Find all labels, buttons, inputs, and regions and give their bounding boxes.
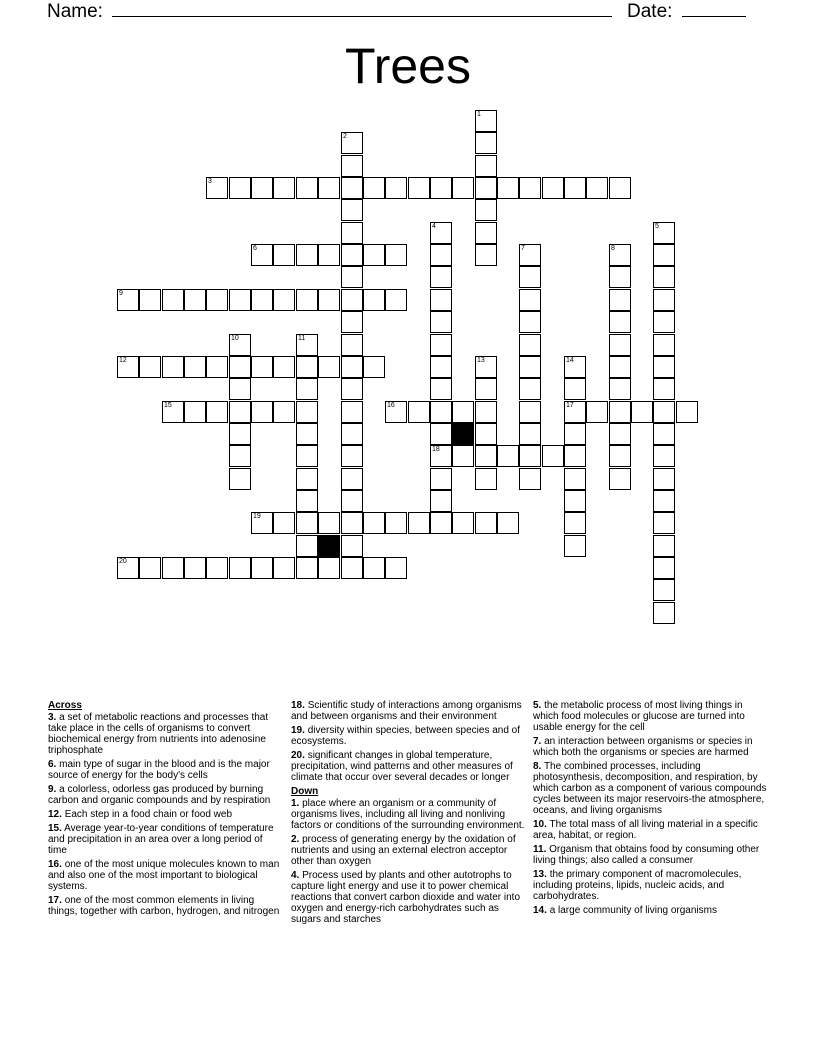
grid-cell[interactable] [341,132,363,154]
grid-cell[interactable] [519,289,541,311]
down-clue-1: 1. place where an organism or a community of organisms lives, including all living and nonliving factors or conditions of the surrounding environment. [291,798,525,831]
grid-cell[interactable] [564,356,586,378]
grid-cell[interactable] [363,177,385,199]
down-clue-4: 4. Process used by plants and other autotrophs to capture light energy and use it to power chemical reactions that convert carbon dioxide and water into oxygen and energy-rich carbohydrates such as sugars and starches [291,870,521,925]
grid-cell[interactable] [408,512,430,534]
grid-cell[interactable] [475,244,497,266]
grid-cell[interactable] [430,490,452,512]
across-clue-9: 9. a colorless, odorless gas produced by burning carbon and organic compounds and by respiration [48,784,271,806]
down-clue-14: 14. a large community of living organisms [533,905,717,916]
clue-number: 5 [655,223,659,230]
grid-cell[interactable] [341,401,363,423]
grid-cell[interactable] [430,177,452,199]
grid-cell[interactable] [609,177,631,199]
page-title: Trees [345,38,471,94]
grid-cell[interactable] [318,557,340,579]
grid-cell[interactable] [385,244,407,266]
clue-number: 15 [164,402,172,409]
grid-cell[interactable] [251,356,273,378]
clue-number: 16 [387,402,395,409]
grid-cell[interactable] [117,356,139,378]
clue-number: 13 [477,357,485,364]
grid-cell[interactable] [564,378,586,400]
grid-cell[interactable] [609,378,631,400]
grid-cell[interactable] [206,401,228,423]
grid-cell[interactable] [341,222,363,244]
grid-cell[interactable] [676,401,698,423]
grid-cell[interactable] [653,579,675,601]
grid-cell[interactable] [519,378,541,400]
grid-cell[interactable] [296,490,318,512]
clue-number: 18 [432,446,440,453]
grid-cell[interactable] [564,490,586,512]
grid-cell[interactable] [296,378,318,400]
grid-cell[interactable] [519,423,541,445]
across-clue-6: 6. main type of sugar in the blood and is the major source of energy for the body's cells [48,759,270,781]
grid-cell[interactable] [162,557,184,579]
clue-number: 12 [119,357,127,364]
grid-cell[interactable] [430,334,452,356]
grid-cell[interactable] [475,445,497,467]
grid-cell[interactable] [341,445,363,467]
grid-cell[interactable] [653,244,675,266]
across-clue-20: 20. significant changes in global temperature, precipitation, wind patterns and other measures of climate that occur over several decades or longer [291,750,513,783]
clue-number: 11 [298,335,306,342]
grid-cell[interactable] [341,199,363,221]
grid-cell[interactable] [296,334,318,356]
down-clue-5: 5. the metabolic process of most living things in which food molecules or glucose are turned into usable energy for the cell [533,700,745,733]
grid-cell[interactable] [229,445,251,467]
clue-column-2 [291,700,527,928]
grid-cell[interactable] [162,289,184,311]
grid-cell[interactable] [296,244,318,266]
grid-cell[interactable] [251,401,273,423]
grid-cell[interactable] [251,289,273,311]
grid-cell[interactable] [229,423,251,445]
grid-cell[interactable] [363,512,385,534]
grid-cell[interactable] [341,244,363,266]
grid-cell[interactable] [497,512,519,534]
grid-cell[interactable] [117,557,139,579]
grid-cell[interactable] [653,311,675,333]
grid-cell[interactable] [229,177,251,199]
grid-cell[interactable] [519,356,541,378]
grid-cell[interactable] [430,445,452,467]
grid-cell[interactable] [162,401,184,423]
down-clue-8: 8. The combined processes, including photosynthesis, decomposition, and respiration, by which carbon as a component of various compounds cycles between its major reservoirs-the atmosphere, oceans, and living organisms [533,761,767,816]
grid-cell[interactable] [519,177,541,199]
grid-cell[interactable] [229,289,251,311]
grid-cell[interactable] [475,110,497,132]
grid-cell[interactable] [653,535,675,557]
grid-cell[interactable] [519,468,541,490]
grid-cell[interactable] [609,244,631,266]
clue-number: 7 [521,245,525,252]
grid-cell[interactable] [430,244,452,266]
grid-cell[interactable] [341,468,363,490]
grid-cell[interactable] [653,512,675,534]
grid-cell[interactable] [117,289,139,311]
grid-cell[interactable] [363,244,385,266]
grid-cell[interactable] [273,177,295,199]
grid-cell[interactable] [475,423,497,445]
grid-cell[interactable] [653,490,675,512]
grid-cell[interactable] [341,378,363,400]
grid-cell[interactable] [452,445,474,467]
grid-cell[interactable] [296,177,318,199]
grid-cell[interactable] [475,177,497,199]
grid-cell[interactable] [341,512,363,534]
grid-cell[interactable] [296,512,318,534]
grid-cell[interactable] [497,445,519,467]
grid-cell[interactable] [296,401,318,423]
grid-cell[interactable] [206,557,228,579]
grid-cell[interactable] [273,289,295,311]
black-cell [452,423,474,445]
grid-cell[interactable] [251,557,273,579]
across-clue-12: 12. Each step in a food chain or food web [48,809,233,820]
black-cell [318,535,340,557]
grid-cell[interactable] [475,222,497,244]
grid-cell[interactable] [430,468,452,490]
grid-cell[interactable] [653,356,675,378]
grid-cell[interactable] [564,177,586,199]
grid-cell[interactable] [564,535,586,557]
grid-cell[interactable] [542,177,564,199]
down-clue-13: 13. the primary component of macromolecules, including proteins, lipids, nucleic acids, and carbohydrates. [533,869,742,902]
grid-cell[interactable] [363,356,385,378]
grid-cell[interactable] [564,401,586,423]
down-clue-10: 10. The total mass of all living material in a specific area, habitat, or region. [533,819,758,841]
grid-cell[interactable] [497,177,519,199]
grid-cell[interactable] [653,423,675,445]
date-blank[interactable] [682,0,746,17]
grid-cell[interactable] [363,557,385,579]
grid-cell[interactable] [341,557,363,579]
grid-cell[interactable] [653,557,675,579]
grid-cell[interactable] [609,266,631,288]
grid-cell[interactable] [564,512,586,534]
grid-cell[interactable] [296,557,318,579]
grid-cell[interactable] [609,468,631,490]
grid-cell[interactable] [475,512,497,534]
clue-column-1 [48,700,280,920]
grid-cell[interactable] [318,512,340,534]
grid-cell[interactable] [296,535,318,557]
grid-cell[interactable] [653,266,675,288]
grid-cell[interactable] [273,244,295,266]
grid-cell[interactable] [296,356,318,378]
grid-cell[interactable] [430,289,452,311]
grid-cell[interactable] [318,244,340,266]
grid-cell[interactable] [162,356,184,378]
clue-number: 1 [477,111,481,118]
name-row [47,0,612,23]
grid-cell[interactable] [139,289,161,311]
across-clue-3: 3. a set of metabolic reactions and processes that take place in the cells of organisms to convert biochemical energy from nutrients into adenosine triphosphate [48,712,269,756]
down-heading: Down [291,786,319,797]
grid-cell[interactable] [653,378,675,400]
grid-cell[interactable] [341,266,363,288]
grid-cell[interactable] [251,177,273,199]
grid-cell[interactable] [341,356,363,378]
down-clue-11: 11. Organism that obtains food by consuming other living things; also called a consumer [533,844,760,866]
grid-cell[interactable] [318,289,340,311]
clue-number: 9 [119,290,123,297]
grid-cell[interactable] [519,445,541,467]
grid-cell[interactable] [385,401,407,423]
grid-cell[interactable] [408,177,430,199]
grid-cell[interactable] [363,289,385,311]
clue-number: 3 [208,178,212,185]
grid-cell[interactable] [229,378,251,400]
grid-cell[interactable] [452,512,474,534]
across-clue-19: 19. diversity within species, between species and of ecosystems. [291,725,521,747]
grid-cell[interactable] [341,334,363,356]
grid-cell[interactable] [184,401,206,423]
grid-cell[interactable] [475,401,497,423]
name-label: Name: [47,1,103,22]
grid-cell[interactable] [385,512,407,534]
grid-cell[interactable] [318,356,340,378]
grid-cell[interactable] [430,266,452,288]
grid-cell[interactable] [475,356,497,378]
clue-number: 19 [253,513,261,520]
date-row [627,0,746,23]
clue-number: 6 [253,245,257,252]
grid-cell[interactable] [341,535,363,557]
grid-cell[interactable] [519,401,541,423]
across-heading: Across [48,700,82,711]
grid-cell[interactable] [296,423,318,445]
name-blank[interactable] [112,0,612,17]
down-clue-2: 2. process of generating energy by the oxidation of nutrients and using an external electron acceptor other than oxygen [291,834,516,867]
grid-cell[interactable] [609,311,631,333]
grid-cell[interactable] [542,445,564,467]
grid-cell[interactable] [229,334,251,356]
grid-cell[interactable] [229,557,251,579]
grid-cell[interactable] [430,356,452,378]
clue-number: 20 [119,558,127,565]
grid-cell[interactable] [296,289,318,311]
grid-cell[interactable] [586,401,608,423]
grid-cell[interactable] [229,468,251,490]
clue-number: 10 [231,335,239,342]
grid-cell[interactable] [452,177,474,199]
clue-number: 8 [611,245,615,252]
grid-cell[interactable] [341,289,363,311]
grid-cell[interactable] [519,311,541,333]
grid-cell[interactable] [609,356,631,378]
clue-number: 14 [566,357,574,364]
grid-cell[interactable] [564,423,586,445]
grid-cell[interactable] [273,401,295,423]
grid-cell[interactable] [475,199,497,221]
grid-cell[interactable] [229,401,251,423]
grid-cell[interactable] [430,401,452,423]
clue-number: 4 [432,223,436,230]
grid-cell[interactable] [385,557,407,579]
grid-cell[interactable] [586,177,608,199]
grid-cell[interactable] [609,289,631,311]
grid-cell[interactable] [475,378,497,400]
grid-cell[interactable] [206,177,228,199]
grid-cell[interactable] [519,244,541,266]
across-clue-18: 18. Scientific study of interactions among organisms and between organisms and their environment [291,700,522,722]
grid-cell[interactable] [385,289,407,311]
grid-cell[interactable] [139,356,161,378]
grid-cell[interactable] [184,356,206,378]
grid-cell[interactable] [341,177,363,199]
grid-cell[interactable] [609,334,631,356]
grid-cell[interactable] [273,557,295,579]
grid-cell[interactable] [184,557,206,579]
grid-cell[interactable] [296,468,318,490]
grid-cell[interactable] [341,311,363,333]
grid-cell[interactable] [430,222,452,244]
grid-cell[interactable] [408,401,430,423]
grid-cell[interactable] [341,423,363,445]
grid-cell[interactable] [653,401,675,423]
grid-cell[interactable] [430,512,452,534]
across-clue-17: 17. one of the most common elements in living things, together with carbon, hydrogen, and nitrogen [48,895,280,917]
grid-cell[interactable] [475,155,497,177]
grid-cell[interactable] [475,132,497,154]
grid-cell[interactable] [564,445,586,467]
across-clue-16: 16. one of the most unique molecules known to man and also one of the most important to biological systems. [48,859,280,892]
grid-cell[interactable] [318,177,340,199]
grid-cell[interactable] [184,289,206,311]
grid-cell[interactable] [609,401,631,423]
grid-cell[interactable] [519,266,541,288]
grid-cell[interactable] [296,445,318,467]
date-label: Date: [627,1,673,22]
clue-column-3 [533,700,769,919]
grid-cell[interactable] [609,423,631,445]
clue-number: 2 [343,133,347,140]
grid-cell[interactable] [385,177,407,199]
grid-cell[interactable] [341,490,363,512]
grid-cell[interactable] [653,334,675,356]
clue-number: 17 [566,402,574,409]
grid-cell[interactable] [251,512,273,534]
grid-cell[interactable] [653,222,675,244]
grid-cell[interactable] [341,155,363,177]
grid-cell[interactable] [564,468,586,490]
grid-cell[interactable] [430,423,452,445]
grid-cell[interactable] [229,356,251,378]
grid-cell[interactable] [452,401,474,423]
grid-cell[interactable] [609,445,631,467]
grid-cell[interactable] [653,445,675,467]
grid-cell[interactable] [206,356,228,378]
grid-cell[interactable] [519,334,541,356]
grid-cell[interactable] [631,401,653,423]
grid-cell[interactable] [430,378,452,400]
grid-cell[interactable] [653,602,675,624]
grid-cell[interactable] [475,468,497,490]
down-clue-7: 7. an interaction between organisms or species in which both the organisms or species are harmed [533,736,753,758]
grid-cell[interactable] [273,512,295,534]
grid-cell[interactable] [273,356,295,378]
grid-cell[interactable] [139,557,161,579]
grid-cell[interactable] [251,244,273,266]
grid-cell[interactable] [430,311,452,333]
across-clue-15: 15. Average year-to-year conditions of temperature and precipitation in an area over a long period of time [48,823,274,856]
grid-cell[interactable] [653,468,675,490]
grid-cell[interactable] [206,289,228,311]
grid-cell[interactable] [653,289,675,311]
